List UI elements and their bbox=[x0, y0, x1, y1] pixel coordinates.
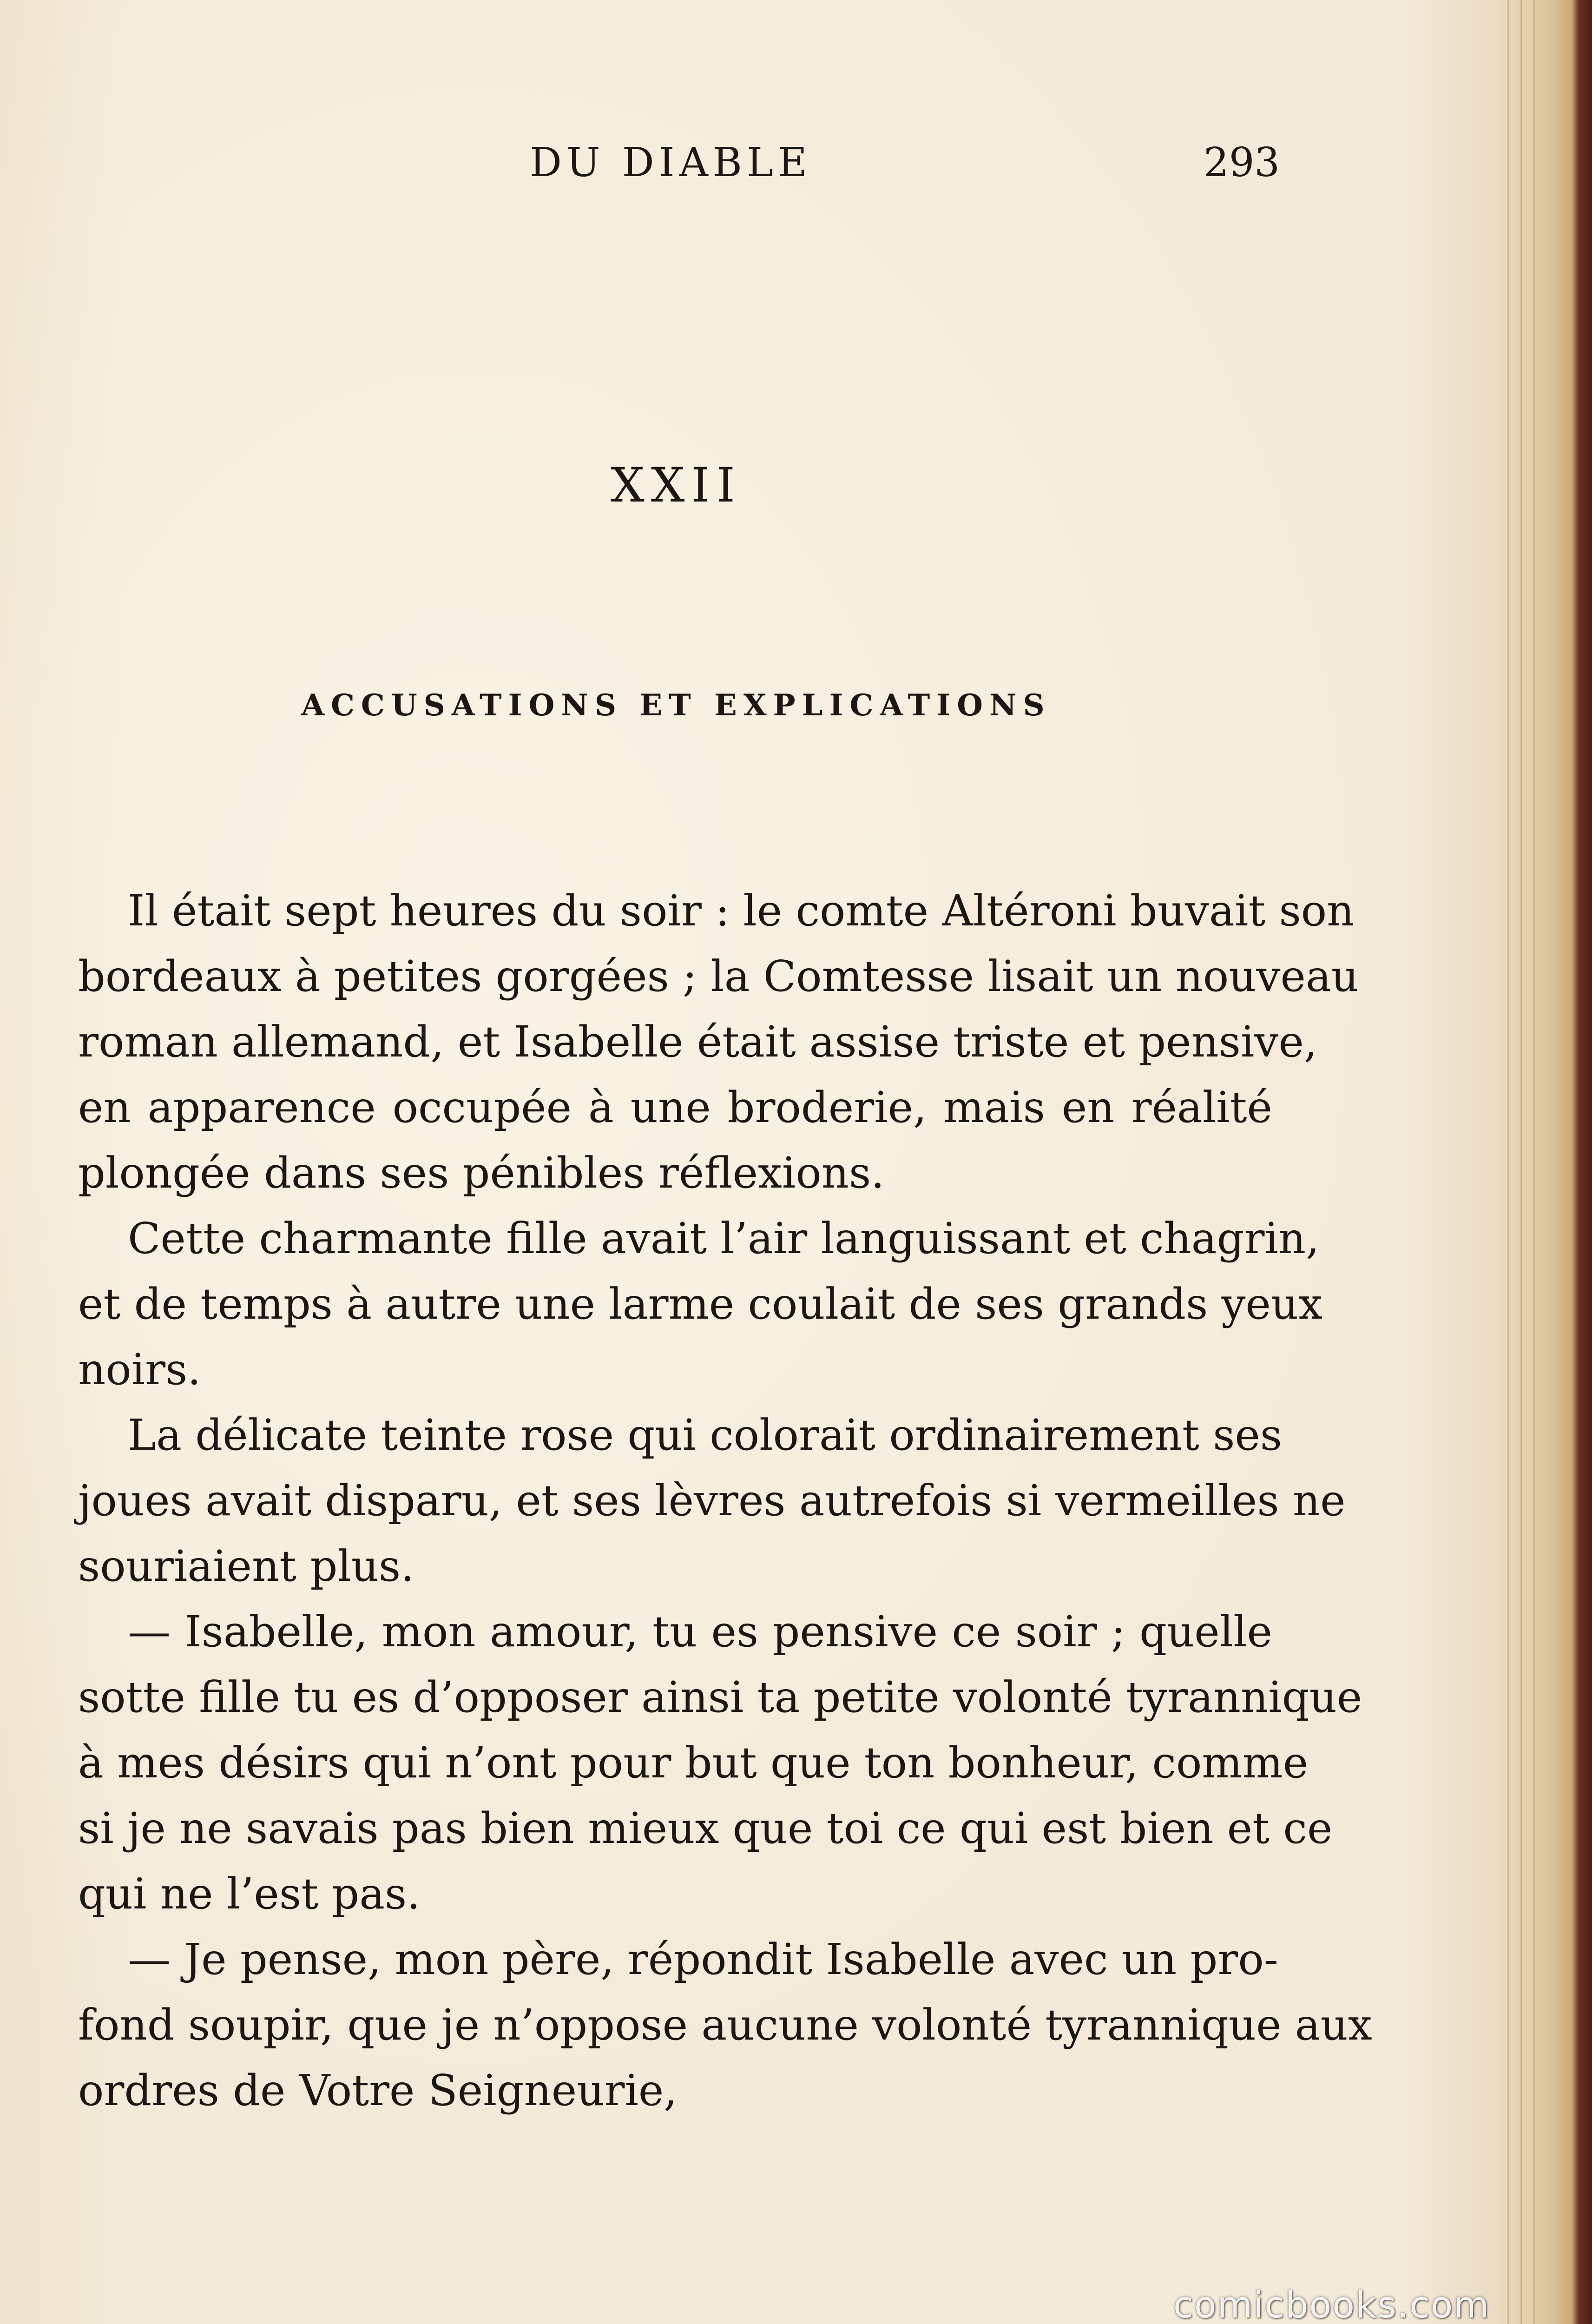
text-line: bordeaux à petites gorgées ; la Comtesse lisait un nouveau bbox=[78, 951, 1359, 1001]
text-line: ordres de Votre Seigneurie, bbox=[78, 2066, 678, 2115]
text-line: fond soupir, que je n’oppose aucune volonté tyrannique aux bbox=[78, 2000, 1372, 2050]
text-line: à mes désirs qui n’ont pour but que ton bonheur, comme bbox=[78, 1738, 1309, 1788]
page-edge-line bbox=[1520, 0, 1522, 2324]
text-line: et de temps à autre une larme coulait de ses grands yeux bbox=[78, 1279, 1323, 1329]
text-line: si je ne savais pas bien mieux que toi ce qui est bien et ce bbox=[78, 1803, 1333, 1853]
text-line: La délicate teinte rose qui colorait ordinairement ses bbox=[128, 1410, 1283, 1460]
page-edge-line bbox=[1507, 0, 1509, 2324]
chapter-number: XXII bbox=[611, 458, 742, 513]
watermark-text: comicbooks.com bbox=[1173, 2284, 1490, 2324]
text-line: en apparence occupée à une broderie, mais en réalité bbox=[78, 1083, 1272, 1132]
text-line: Cette charmante fille avait l’air languissant et chagrin, bbox=[128, 1214, 1320, 1263]
text-line: sotte fille tu es d’opposer ainsi ta petite volonté tyrannique bbox=[78, 1672, 1362, 1722]
text-line: roman allemand, et Isabelle était assise triste et pensive, bbox=[78, 1017, 1318, 1067]
book-edge bbox=[1499, 0, 1592, 2324]
text-line: Il était sept heures du soir : le comte Altéroni buvait son bbox=[128, 886, 1355, 936]
chapter-title: ACCUSATIONS ET EXPLICATIONS bbox=[301, 688, 1051, 723]
text-line: souriaient plus. bbox=[78, 1541, 414, 1591]
text-line: — Isabelle, mon amour, tu es pensive ce soir ; quelle bbox=[128, 1607, 1272, 1657]
text-line: plongée dans ses pénibles réflexions. bbox=[78, 1148, 885, 1198]
running-title: DU DIABLE bbox=[530, 139, 812, 186]
text-line: — Je pense, mon père, répondit Isabelle avec un pro- bbox=[128, 1934, 1278, 1984]
page-number: 293 bbox=[1204, 139, 1280, 186]
text-line: noirs. bbox=[78, 1345, 201, 1394]
text-line: qui ne l’est pas. bbox=[78, 1869, 421, 1919]
page-edge-line bbox=[1533, 0, 1535, 2324]
text-line: joues avait disparu, et ses lèvres autrefois si vermeilles ne bbox=[78, 1476, 1346, 1525]
